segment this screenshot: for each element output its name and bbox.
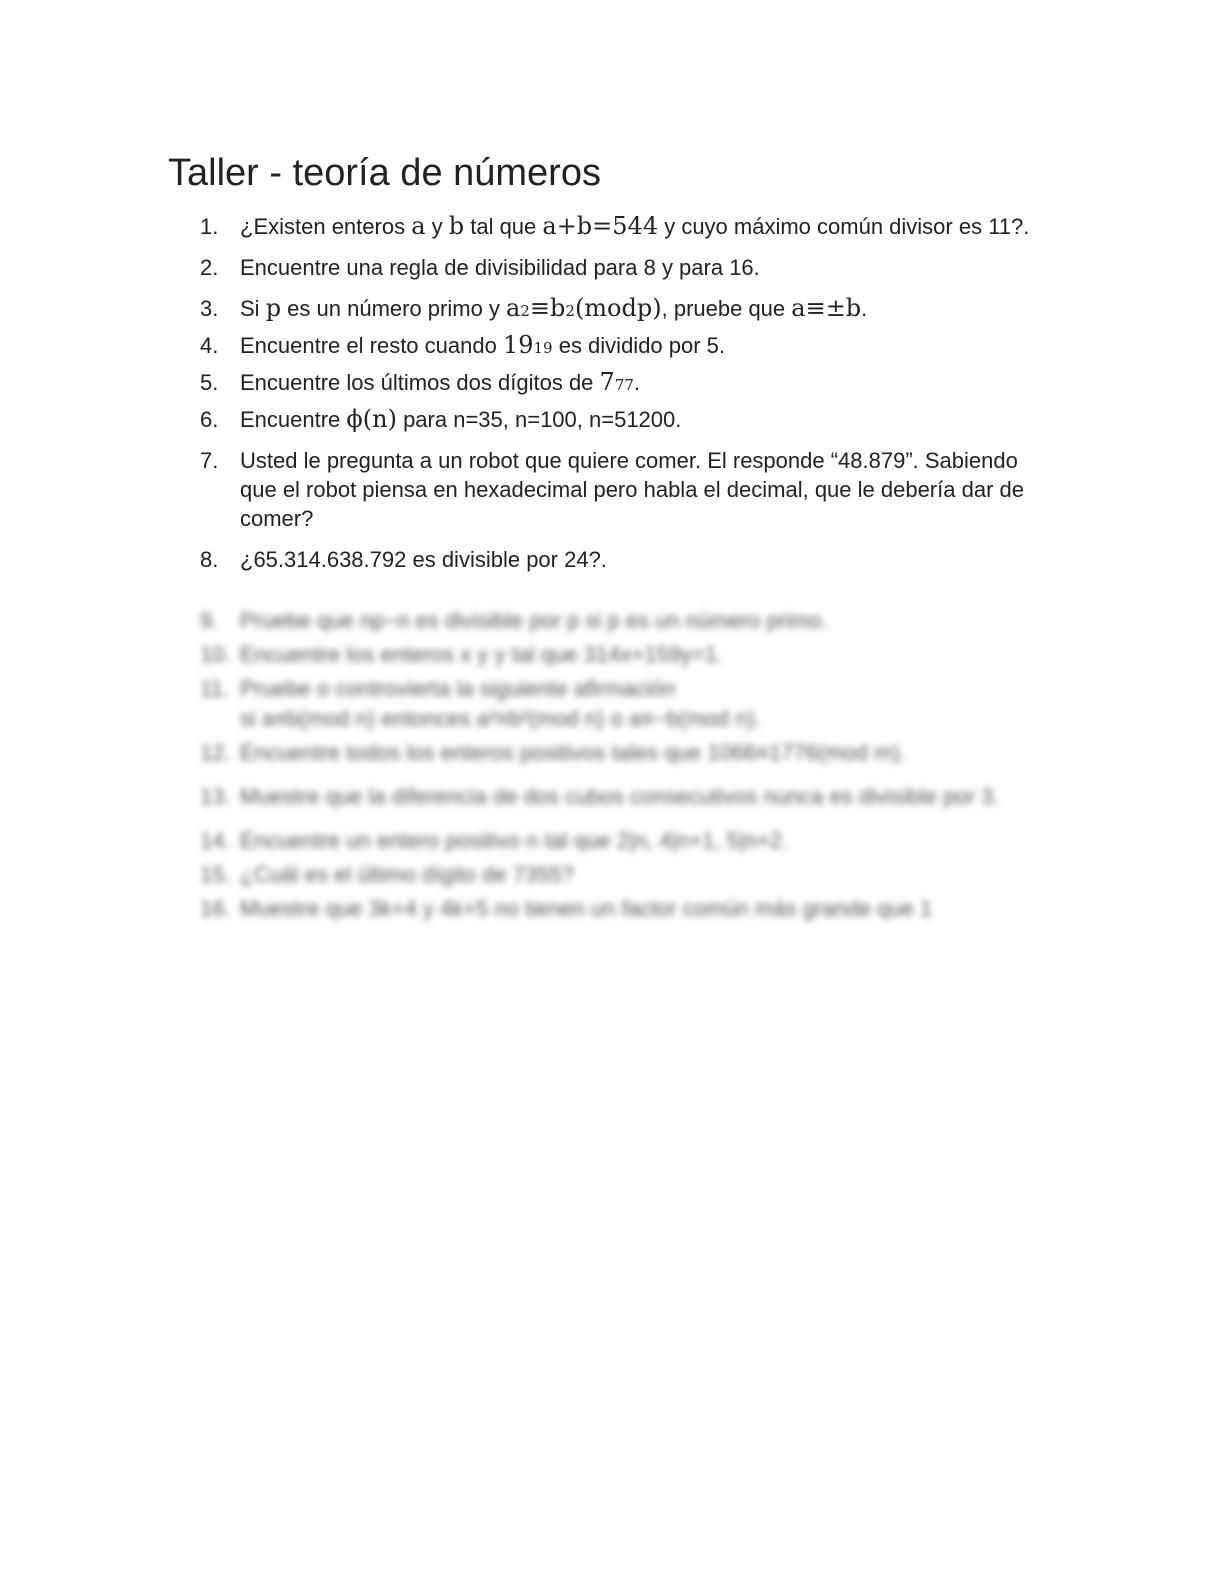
page-title: Taller - teoría de números [168, 152, 601, 194]
item-text: ¿65.314.638.792 es divisible por 24?. [240, 547, 607, 572]
item-number: 15. [200, 862, 231, 887]
item-text: ¿Cuál es el último dígito de 7355? [240, 862, 574, 887]
item-text: Encuentre una regla de divisibilidad para 8 y para 16. [240, 255, 760, 280]
list-item [200, 405, 1040, 434]
list-item [200, 446, 1040, 533]
list-item [200, 894, 1040, 924]
list-item [200, 331, 1040, 363]
item-text: Encuentre los últimos dos dígitos de 777. [240, 368, 641, 396]
item-number: 4. [200, 333, 219, 358]
list-item [200, 294, 1040, 326]
item-number: 5. [200, 370, 219, 395]
item-text: Encuentre los enteros x y y tal que 314x+159y=1. [240, 642, 724, 667]
item-text: Pruebe que np−n es divisible por p si p es un número primo. [240, 608, 828, 633]
item-number: 14. [200, 828, 231, 853]
item-number: 6. [200, 407, 219, 432]
item-text: Usted le pregunta a un robot que quiere comer. El responde “48.879”. Sabiendo que el robot piensa en hexadecimal pero habla el decimal, que le debería dar de comer? [240, 448, 1024, 531]
list-item [200, 368, 1040, 400]
item-text: Encuentre ϕ(n) para n=35, n=100, n=51200. [240, 405, 682, 433]
blurred-exercise-list [200, 606, 1040, 928]
list-item [200, 545, 1040, 574]
item-text: Si p es un número primo y a2≡b2(modp), pruebe que a≡±b. [240, 294, 868, 322]
item-number: 8. [200, 547, 219, 572]
list-item [200, 738, 1040, 768]
list-item [200, 826, 1040, 856]
item-number: 2. [200, 255, 219, 280]
list-item [200, 253, 1040, 282]
item-number: 10. [200, 642, 231, 667]
item-number: 16. [200, 896, 231, 921]
item-number: 11. [200, 676, 229, 701]
item-text: Encuentre el resto cuando 1919 es dividido por 5. [240, 331, 726, 359]
item-number: 3. [200, 296, 219, 321]
item-text: ¿Existen enteros a y b tal que a+b=544 y cuyo máximo común divisor es 11?. [240, 212, 1030, 240]
item-number: 13. [200, 784, 231, 809]
item-number: 1. [200, 214, 219, 239]
item-text: Encuentre un entero positivo n tal que 2|n, 4|n+1, 5|n+2. [240, 828, 788, 853]
item-text: Muestre que la diferencia de dos cubos consecutivos nunca es divisible por 3. [240, 784, 1000, 809]
item-text: Pruebe o controvierta la siguiente afirmación si a≡b(mod n) entonces a²≡b²(mod n) o a≡−b(mod n). [240, 676, 761, 731]
item-text: Muestre que 3k+4 y 4k+5 no tienen un factor común más grande que 1 [240, 896, 933, 921]
list-item [200, 606, 1040, 636]
exercise-list [200, 212, 1040, 586]
list-item [200, 860, 1040, 890]
item-text: Encuentre todos los enteros positivos tales que 1066≡1776(mod m). [240, 740, 906, 765]
item-number: 7. [200, 448, 219, 473]
list-item [200, 640, 1040, 670]
item-number: 9. [200, 608, 219, 633]
list-item [200, 782, 1040, 812]
item-number: 12. [200, 740, 231, 765]
list-item [200, 674, 1040, 734]
list-item [200, 212, 1040, 241]
